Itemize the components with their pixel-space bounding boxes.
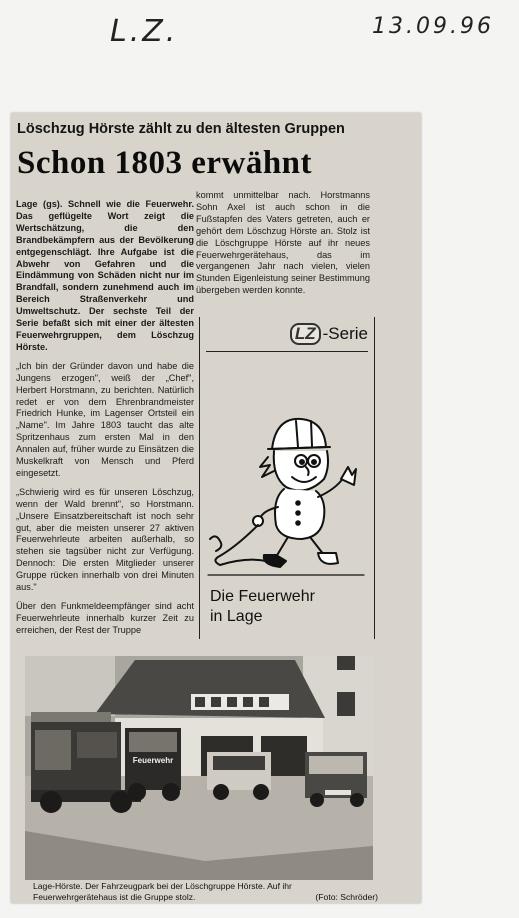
article-right-column [196, 190, 370, 304]
series-box [199, 317, 375, 639]
article-paragraph: „Schwierig wird es für unseren Löschzug, wenn der Wald brennt", so Horstmann. „Unsere Einsatzbereitschaft ist noch sehr gut, aber die meisten unserer 27 aktiven Feuerwehrleute arbeiten außerhalb, so stehen sie tagsüber nicht zur Verfügung. Dennoch: Die ersten Mitglieder unserer Gruppe rücken innerhalb von drei Minuten aus." [16, 486, 194, 593]
photo-caption [33, 881, 378, 903]
fire-station-photo-image [25, 656, 373, 880]
article-paragraph: Über den Funkmeldeempfänger sind acht Feuerwehrleute innerhalb kurzer Zeit zu erreichen, der Rest der Truppe [16, 601, 194, 635]
article-left-column [16, 199, 194, 644]
photo-credit: (Foto: Schröder) [315, 892, 378, 902]
series-header [290, 323, 368, 345]
series-divider [206, 351, 368, 352]
newspaper-clipping [11, 113, 421, 903]
article-headline: Schon 1803 erwähnt [17, 145, 313, 181]
fire-station-photo [25, 656, 373, 880]
handwritten-date-note: 13.09.96 [372, 14, 494, 39]
series-title [210, 587, 315, 627]
article-kicker: Löschzug Hörste zählt zu den ältesten Gruppen [17, 121, 345, 137]
article-paragraph: kommt unmittelbar nach. Horstmanns Sohn Axel ist auch schon in die Fußstapfen des Vaters getreten, auch er gehört dem Löschzug Hörste an. Stolz ist die Löschgruppe Hörste auf ihr neues Feuerwehrgerätehaus, das im vergangenen Jahr nach vielen, vielen Stunden Eigenleistung seiner Bestimmung übergeben werden konnte. [196, 190, 370, 296]
handwritten-source-note: L.Z. [110, 14, 179, 49]
article-paragraph: „Ich bin der Gründer davon und habe die Jungens erzogen", weiß der „Chef", Herbert Horstmann, zu berichten. Natürlich redet er von dem Ehrenbrandmeister Friedrich Hunke, im Lagenser Ortsteil ein „Name". Im Jahre 1803 taucht das alte Spritzenhaus zum ersten Mal in den Annalen auf, früher wurde zu Einsätzen die Muskelkraft von Mensch und Pferd eingesetzt. [16, 360, 194, 478]
article-lead-paragraph: Lage (gs). Schnell wie die Feuerwehr. Das geflügelte Wort zeigt die Wertschätzung, die den Brandbekämpfern aus der Bevölkerung entgegenschlägt. Ihre Aufgabe ist die Abwehr von Gefahren und die Eindämmung von Schäden nicht nur im Brandfall, sondern zunehmend auch im Bereich Straßenverkehr und Umweltschutz. Der sechste Teil der Serie befaßt sich mit einer der ältesten Feuerwehrgruppen, dem Löschzug Hörste. [16, 199, 194, 352]
series-label: -Serie [322, 324, 368, 343]
photo-caption-text: Lage-Hörste. Der Fahrzeugpark bei der Löschgruppe Hörste. Auf ihr Feuerwehrgerätehaus ist die Gruppe stolz. [33, 881, 292, 902]
lz-logo-icon: LZ [290, 323, 321, 345]
truck-label: Feuerwehr [132, 756, 174, 765]
series-title-line: in Lage [210, 608, 263, 625]
firefighter-mascot-illustration [206, 407, 366, 582]
series-title-line: Die Feuerwehr [210, 588, 315, 605]
